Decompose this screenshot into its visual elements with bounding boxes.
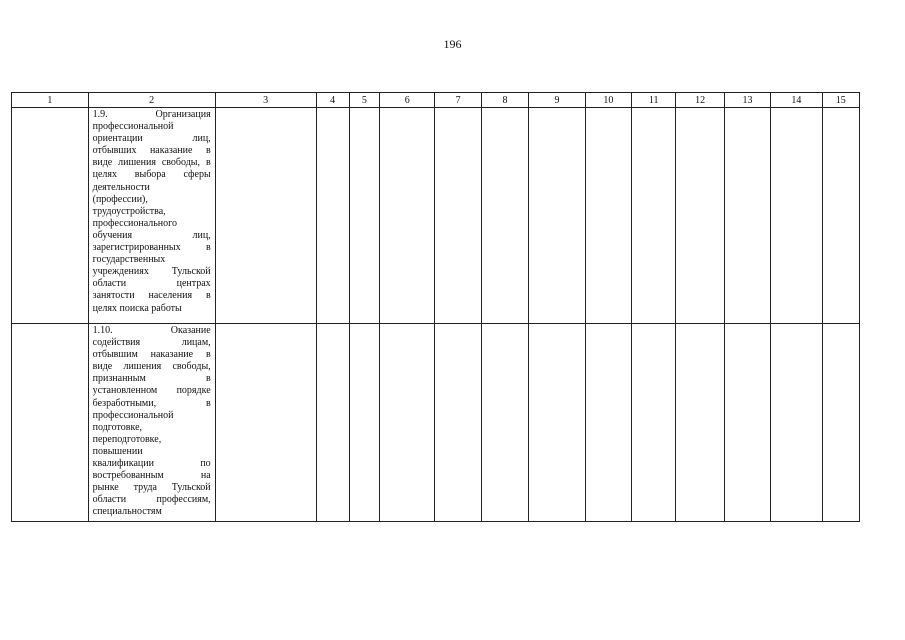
table-cell xyxy=(632,108,676,324)
column-header-11: 11 xyxy=(632,93,676,108)
description-line: отбывшим наказание в xyxy=(92,349,211,361)
table-cell xyxy=(822,324,859,522)
column-header-7: 7 xyxy=(435,93,481,108)
description-line: обучения лиц, xyxy=(92,229,211,241)
column-header-15: 15 xyxy=(822,93,859,108)
row-description xyxy=(88,324,215,522)
column-header-3: 3 xyxy=(215,93,316,108)
description-line: зарегистрированных в xyxy=(92,242,211,254)
description-line: переподготовке, xyxy=(92,433,162,445)
table-cell xyxy=(771,108,822,324)
description-line: содействия лицам, xyxy=(92,337,211,349)
description-line: установленном порядке xyxy=(92,385,211,397)
column-header-10: 10 xyxy=(585,93,631,108)
column-header-8: 8 xyxy=(481,93,528,108)
table-cell xyxy=(316,324,349,522)
table-cell xyxy=(632,324,676,522)
table-cell xyxy=(676,324,724,522)
table-cell xyxy=(481,324,528,522)
description-line: области профессиям, xyxy=(92,494,211,506)
table-cell xyxy=(380,108,435,324)
table-row xyxy=(12,324,860,522)
table-cell xyxy=(529,108,585,324)
table-cell xyxy=(316,108,349,324)
row-description xyxy=(88,108,215,324)
description-line: 1.9. Организация xyxy=(92,109,211,120)
description-line: виде лишения свободы, xyxy=(92,361,211,373)
description-line: занятости населения в xyxy=(92,290,211,302)
table-cell xyxy=(12,324,89,522)
description-line: повышении xyxy=(92,445,143,457)
description-line: признанным в xyxy=(92,373,211,385)
table-cell xyxy=(529,324,585,522)
column-header-5: 5 xyxy=(349,93,379,108)
table-cell xyxy=(585,108,631,324)
table-cell xyxy=(349,108,379,324)
description-line: целях выбора сферы xyxy=(92,169,211,181)
table-cell xyxy=(435,108,481,324)
description-line: профессиональной xyxy=(92,409,174,421)
description-line: профессиональной xyxy=(92,121,174,133)
table-cell xyxy=(12,108,89,324)
table-cell xyxy=(771,324,822,522)
description-line: трудоустройства, xyxy=(92,205,166,217)
table-cell xyxy=(349,324,379,522)
description-line: учреждениях Тульской xyxy=(92,266,211,278)
description-line: профессионального xyxy=(92,217,178,229)
description-line: отбывших наказание в xyxy=(92,145,211,157)
column-header-2: 2 xyxy=(88,93,215,108)
description-line: (профессии), xyxy=(92,193,148,205)
description-line: целях поиска работы xyxy=(92,302,182,314)
table-cell xyxy=(215,108,316,324)
column-header-9: 9 xyxy=(529,93,585,108)
table-cell xyxy=(435,324,481,522)
description-line: специальностям xyxy=(92,506,162,518)
description-line: востребованным на xyxy=(92,470,211,482)
table-cell xyxy=(676,108,724,324)
page-number: 196 xyxy=(443,37,462,51)
description-line: безработными, в xyxy=(92,397,211,409)
table-cell xyxy=(585,324,631,522)
description-line: 1.10. Оказание xyxy=(92,325,211,336)
table-cell xyxy=(380,324,435,522)
column-header-6: 6 xyxy=(380,93,435,108)
column-header-1: 1 xyxy=(12,93,89,108)
table-cell xyxy=(724,108,770,324)
description-line: рынке труда Тульской xyxy=(92,482,211,494)
description-line: области центрах xyxy=(92,278,211,290)
table-cell xyxy=(481,108,528,324)
table-cell xyxy=(822,108,859,324)
column-header-14: 14 xyxy=(771,93,822,108)
column-header-12: 12 xyxy=(676,93,724,108)
header-row xyxy=(12,93,860,108)
data-table xyxy=(11,92,860,522)
description-line: деятельности xyxy=(92,181,150,193)
table-row xyxy=(12,108,860,324)
description-line: подготовке, xyxy=(92,421,143,433)
table-cell xyxy=(724,324,770,522)
description-line: ориентации лиц, xyxy=(92,133,211,145)
column-header-4: 4 xyxy=(316,93,349,108)
description-line: государственных xyxy=(92,254,166,266)
table-cell xyxy=(215,324,316,522)
description-line: квалификации по xyxy=(92,458,211,470)
column-header-13: 13 xyxy=(724,93,770,108)
description-line: виде лишения свободы, в xyxy=(92,157,211,169)
